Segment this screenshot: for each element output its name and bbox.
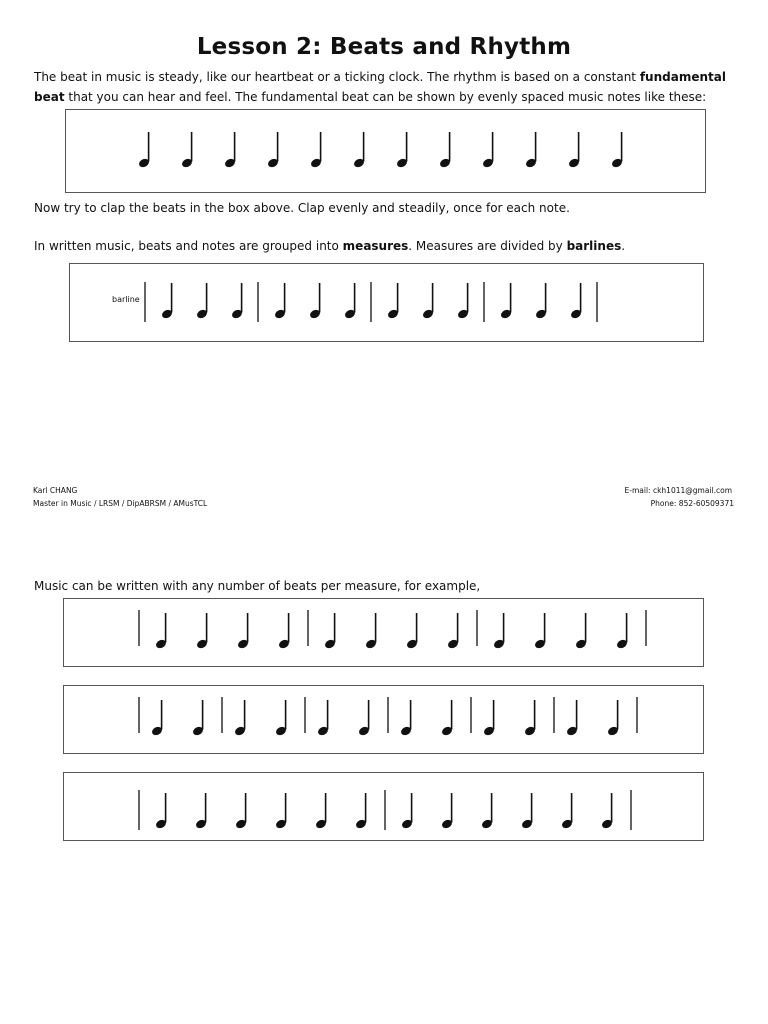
quarter-note-icon: [353, 132, 366, 169]
quarter-note-icon: [275, 700, 288, 737]
quarter-note-icon: [196, 613, 209, 650]
quarter-note-icon: [310, 132, 323, 169]
two-beat-staff: [64, 686, 705, 755]
quarter-note-icon: [196, 283, 209, 320]
quarter-note-icon: [161, 283, 174, 320]
quarter-note-icon: [534, 613, 547, 650]
quarter-note-icon: [309, 283, 322, 320]
quarter-note-icon: [151, 700, 164, 737]
barline-label: barline: [112, 295, 140, 304]
footer-phone: Phone: 852-60509371: [650, 499, 734, 508]
quarter-note-icon: [231, 283, 244, 320]
quarter-note-icon: [274, 283, 287, 320]
quarter-note-icon: [234, 700, 247, 737]
quarter-note-icon: [481, 793, 494, 830]
quarter-note-icon: [355, 793, 368, 830]
intro-paragraph: The beat in music is steady, like our heartbeat or a ticking clock. The rhythm is based on a constant fundamental beat that you can hear and feel. The fundamental beat can be shown by evenly spaced music notes like these:: [34, 70, 726, 104]
quarter-note-icon: [138, 132, 151, 169]
quarter-note-icon: [235, 793, 248, 830]
quarter-note-icon: [396, 132, 409, 169]
examples-paragraph: Music can be written with any number of beats per measure, for example,: [34, 579, 481, 593]
quarter-note-icon: [195, 793, 208, 830]
quarter-note-icon: [575, 613, 588, 650]
quarter-note-icon: [566, 700, 579, 737]
six-beat-staff: [64, 773, 705, 842]
quarter-note-icon: [500, 283, 513, 320]
quarter-note-icon: [568, 132, 581, 169]
measures-paragraph: In written music, beats and notes are grouped into measures. Measures are divided by barlines.: [34, 239, 626, 253]
quarter-note-icon: [482, 132, 495, 169]
quarter-note-icon: [315, 793, 328, 830]
quarter-note-icon: [344, 283, 357, 320]
quarter-note-icon: [524, 700, 537, 737]
quarter-note-icon: [447, 613, 460, 650]
quarter-note-icon: [483, 700, 496, 737]
footer-credentials: Master in Music / LRSM / DipABRSM / AMusTCL: [33, 499, 208, 508]
quarter-note-icon: [237, 613, 250, 650]
fundamental-beat-staff: [66, 110, 707, 194]
quarter-note-icon: [358, 700, 371, 737]
quarter-note-icon: [570, 283, 583, 320]
quarter-note-icon: [324, 613, 337, 650]
quarter-note-icon: [535, 283, 548, 320]
quarter-note-icon: [192, 700, 205, 737]
quarter-note-icon: [181, 132, 194, 169]
quarter-note-icon: [155, 793, 168, 830]
quarter-note-icon: [441, 700, 454, 737]
quarter-note-icon: [521, 793, 534, 830]
quarter-note-icon: [616, 613, 629, 650]
quarter-note-icon: [607, 700, 620, 737]
quarter-note-icon: [561, 793, 574, 830]
quarter-note-icon: [267, 132, 280, 169]
quarter-note-icon: [224, 132, 237, 169]
quarter-note-icon: [365, 613, 378, 650]
quarter-note-icon: [400, 700, 413, 737]
quarter-note-icon: [611, 132, 624, 169]
page-title: Lesson 2: Beats and Rhythm: [196, 34, 572, 60]
quarter-note-icon: [401, 793, 414, 830]
six-beat-box: [63, 772, 704, 841]
measures-box: [69, 263, 704, 342]
quarter-note-icon: [493, 613, 506, 650]
footer-email: E-mail: ckh1011@gmail.com: [624, 486, 732, 495]
quarter-note-icon: [457, 283, 470, 320]
two-beat-box: [63, 685, 704, 754]
four-beat-staff: [64, 599, 705, 668]
clap-instruction: Now try to clap the beats in the box above. Clap evenly and steadily, once for each note.: [34, 201, 570, 215]
fundamental-beat-box: [65, 109, 706, 193]
quarter-note-icon: [439, 132, 452, 169]
measures-staff: [70, 264, 705, 343]
quarter-note-icon: [275, 793, 288, 830]
quarter-note-icon: [441, 793, 454, 830]
quarter-note-icon: [406, 613, 419, 650]
quarter-note-icon: [525, 132, 538, 169]
quarter-note-icon: [317, 700, 330, 737]
quarter-note-icon: [278, 613, 291, 650]
quarter-note-icon: [601, 793, 614, 830]
four-beat-box: [63, 598, 704, 667]
quarter-note-icon: [387, 283, 400, 320]
footer-author: Karl CHANG: [33, 486, 78, 495]
quarter-note-icon: [155, 613, 168, 650]
quarter-note-icon: [422, 283, 435, 320]
